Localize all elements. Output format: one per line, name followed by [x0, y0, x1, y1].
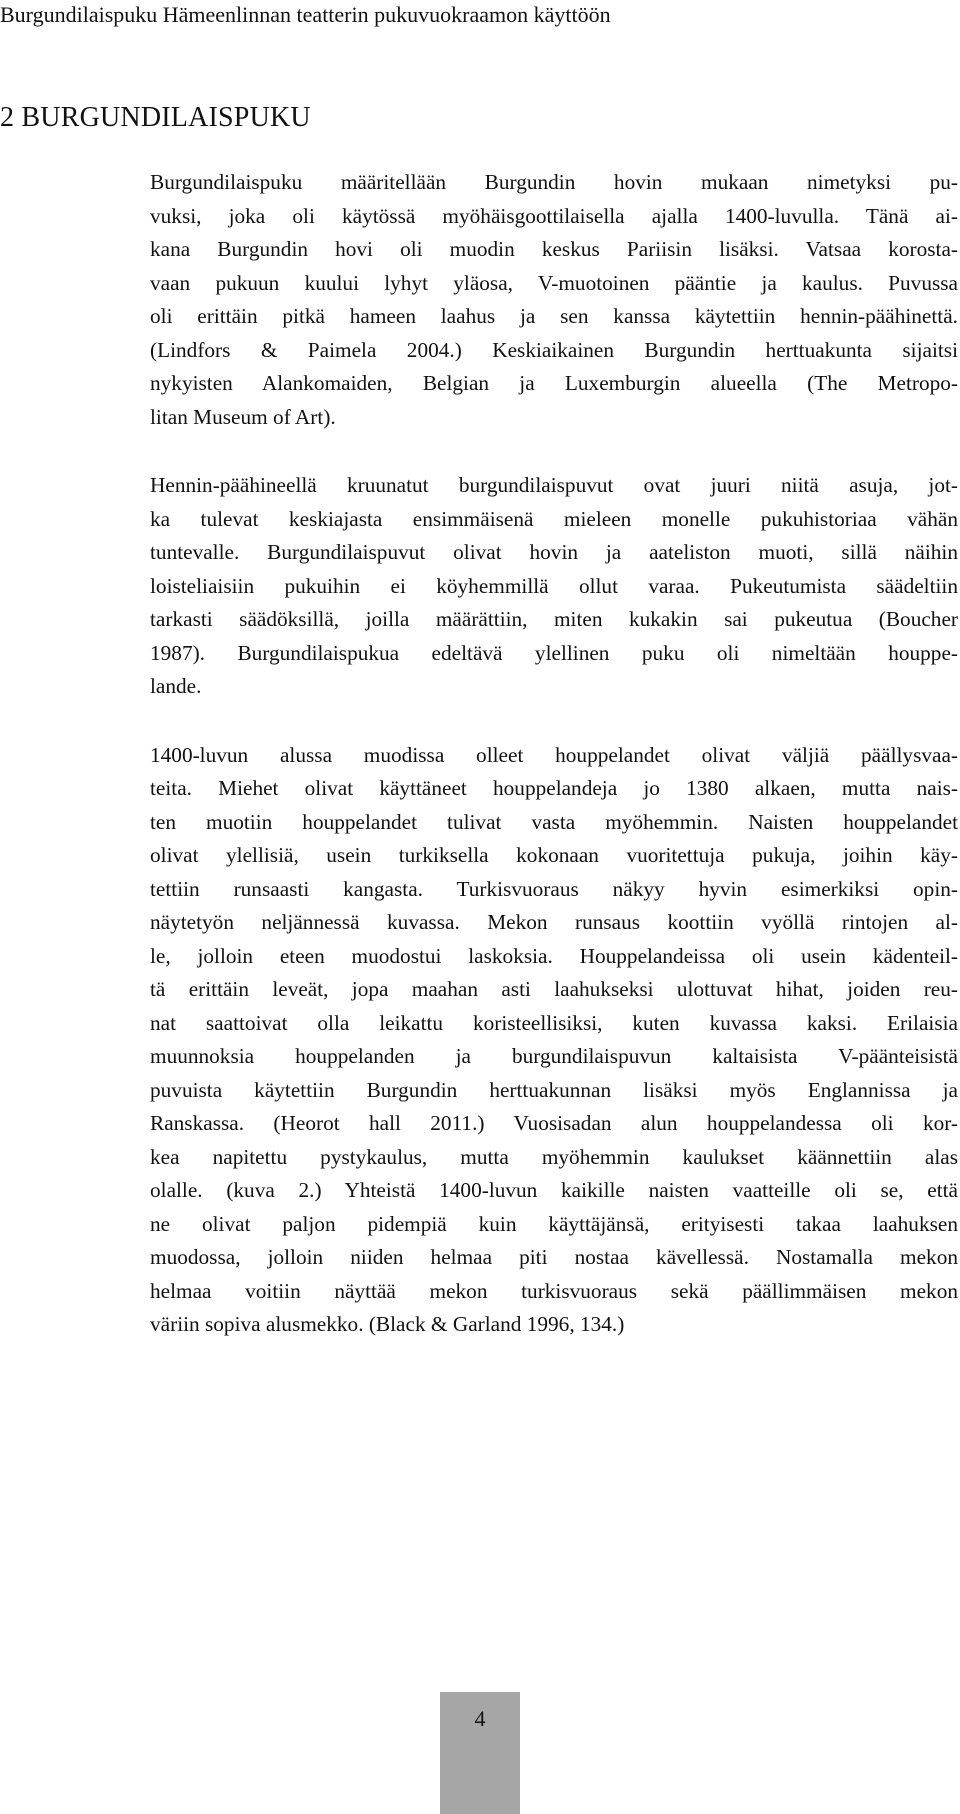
- paragraph-line: tuntevalle. Burgundilaispuvut olivat hovin ja aateliston muoti, sillä näihin: [150, 540, 958, 564]
- paragraph-line: lande.: [150, 674, 202, 698]
- paragraph-line: helmaa voitiin näyttää mekon turkisvuoraus sekä päällimmäisen mekon: [150, 1278, 958, 1303]
- paragraph-line: tettiin runsaasti kangasta. Turkisvuoraus näkyy hyvin esimerkiksi opin-: [150, 876, 958, 901]
- paragraph-line: puvuista käytettiin Burgundin herttuakunnan lisäksi myös Englannissa ja: [150, 1077, 958, 1102]
- paragraph-line: vuksi, joka oli käytössä myöhäisgoottilaisella ajalla 1400-luvulla. Tänä ai-: [150, 203, 958, 228]
- paragraph-line: kana Burgundin hovi oli muodin keskus Pariisin lisäksi. Vatsaa korosta-: [150, 237, 958, 261]
- paragraph-line: muunnoksia houppelanden ja burgundilaispuvun kaltaisista V-päänteisistä: [150, 1044, 958, 1068]
- paragraph-line: ka tulevat keskiajasta ensimmäisenä mieleen monelle pukuhistoriaa vähän: [150, 506, 958, 531]
- paragraph-line: väriin sopiva alusmekko. (Black & Garland 1996, 134.): [150, 1312, 625, 1336]
- paragraph-line: loisteliaisiin pukuihin ei köyhemmillä ollut varaa. Pukeutumista säädeltiin: [150, 573, 958, 598]
- paragraph-line: kea napitettu pystykaulus, mutta myöhemmin kaulukset käännettiin alas: [150, 1144, 958, 1169]
- running-header-title: Burgundilaispuku Hämeenlinnan teatterin pukuvuokraamon käyttöön: [0, 2, 611, 27]
- paragraph-2: [150, 469, 958, 704]
- paragraph-line: teita. Miehet olivat käyttäneet houppelandeja jo 1380 alkaen, mutta nais-: [150, 776, 958, 800]
- paragraph-line: ten muotiin houppelandet tulivat vasta myöhemmin. Naisten houppelandet: [150, 809, 958, 834]
- paragraph-line: tarkasti säädöksillä, joilla määrättiin, miten kukakin sai pukeutua (Boucher: [150, 607, 958, 631]
- section-heading: 2 BURGUNDILAISPUKU: [0, 102, 311, 133]
- body-text: [150, 166, 958, 1377]
- paragraph-line: 1400-luvun alussa muodissa olleet houppelandet olivat väljiä päällysvaa-: [150, 742, 958, 767]
- page-number: 4: [474, 1706, 486, 1731]
- paragraph-line: nat saattoivat olla leikattu koristeellisiksi, kuten kuvassa kaksi. Erilaisia: [150, 1010, 958, 1035]
- paragraph-line: vaan pukuun kuului lyhyt yläosa, V-muotoinen pääntie ja kaulus. Puvussa: [150, 270, 958, 295]
- paragraph-line: 1987). Burgundilaispukua edeltävä ylellinen puku oli nimeltään houppe-: [150, 640, 958, 665]
- paragraph-line: nykyisten Alankomaiden, Belgian ja Luxemburgin alueella (The Metropo-: [150, 371, 958, 395]
- paragraph-line: olivat ylellisiä, usein turkiksella kokonaan vuoritettuja pukuja, joihin käy-: [150, 843, 958, 867]
- paragraph-line: muodossa, jolloin niiden helmaa piti nostaa kävellessä. Nostamalla mekon: [150, 1245, 958, 1269]
- paragraph-line: tä erittäin leveät, jopa maahan asti laahukseksi ulottuvat hihat, joiden reu-: [150, 977, 958, 1001]
- paragraph-line: Burgundilaispuku määritellään Burgundin hovin mukaan nimetyksi pu-: [150, 170, 958, 194]
- paragraph-line: oli erittäin pitkä hameen laahus ja sen kanssa käytettiin hennin-päähinettä.: [150, 304, 958, 328]
- paragraph-line: (Lindfors & Paimela 2004.) Keskiaikainen Burgundin herttuakunta sijaitsi: [150, 337, 958, 362]
- paragraph-3: [150, 739, 958, 1342]
- paragraph-line: ne olivat paljon pidempiä kuin käyttäjänsä, erityisesti takaa laahuksen: [150, 1211, 958, 1236]
- paragraph-line: le, jolloin eteen muodostui laskoksia. Houppelandeissa oli usein kädenteil-: [150, 943, 958, 968]
- paragraph-line: Ranskassa. (Heorot hall 2011.) Vuosisadan alun houppelandessa oli kor-: [150, 1111, 958, 1135]
- running-header: [0, 0, 760, 34]
- paragraph-line: litan Museum of Art).: [150, 404, 336, 429]
- page-number-box: [440, 1692, 520, 1814]
- paragraph-1: [150, 166, 958, 434]
- paragraph-line: olalle. (kuva 2.) Yhteistä 1400-luvun kaikille naisten vaatteille oli se, että: [150, 1178, 958, 1202]
- paragraph-line: Hennin-päähineellä kruunatut burgundilaispuvut ovat juuri niitä asuja, jot-: [150, 473, 958, 497]
- paragraph-line: näytetyön neljännessä kuvassa. Mekon runsaus koottiin vyöllä rintojen al-: [150, 910, 958, 934]
- header-divider: [0, 36, 760, 37]
